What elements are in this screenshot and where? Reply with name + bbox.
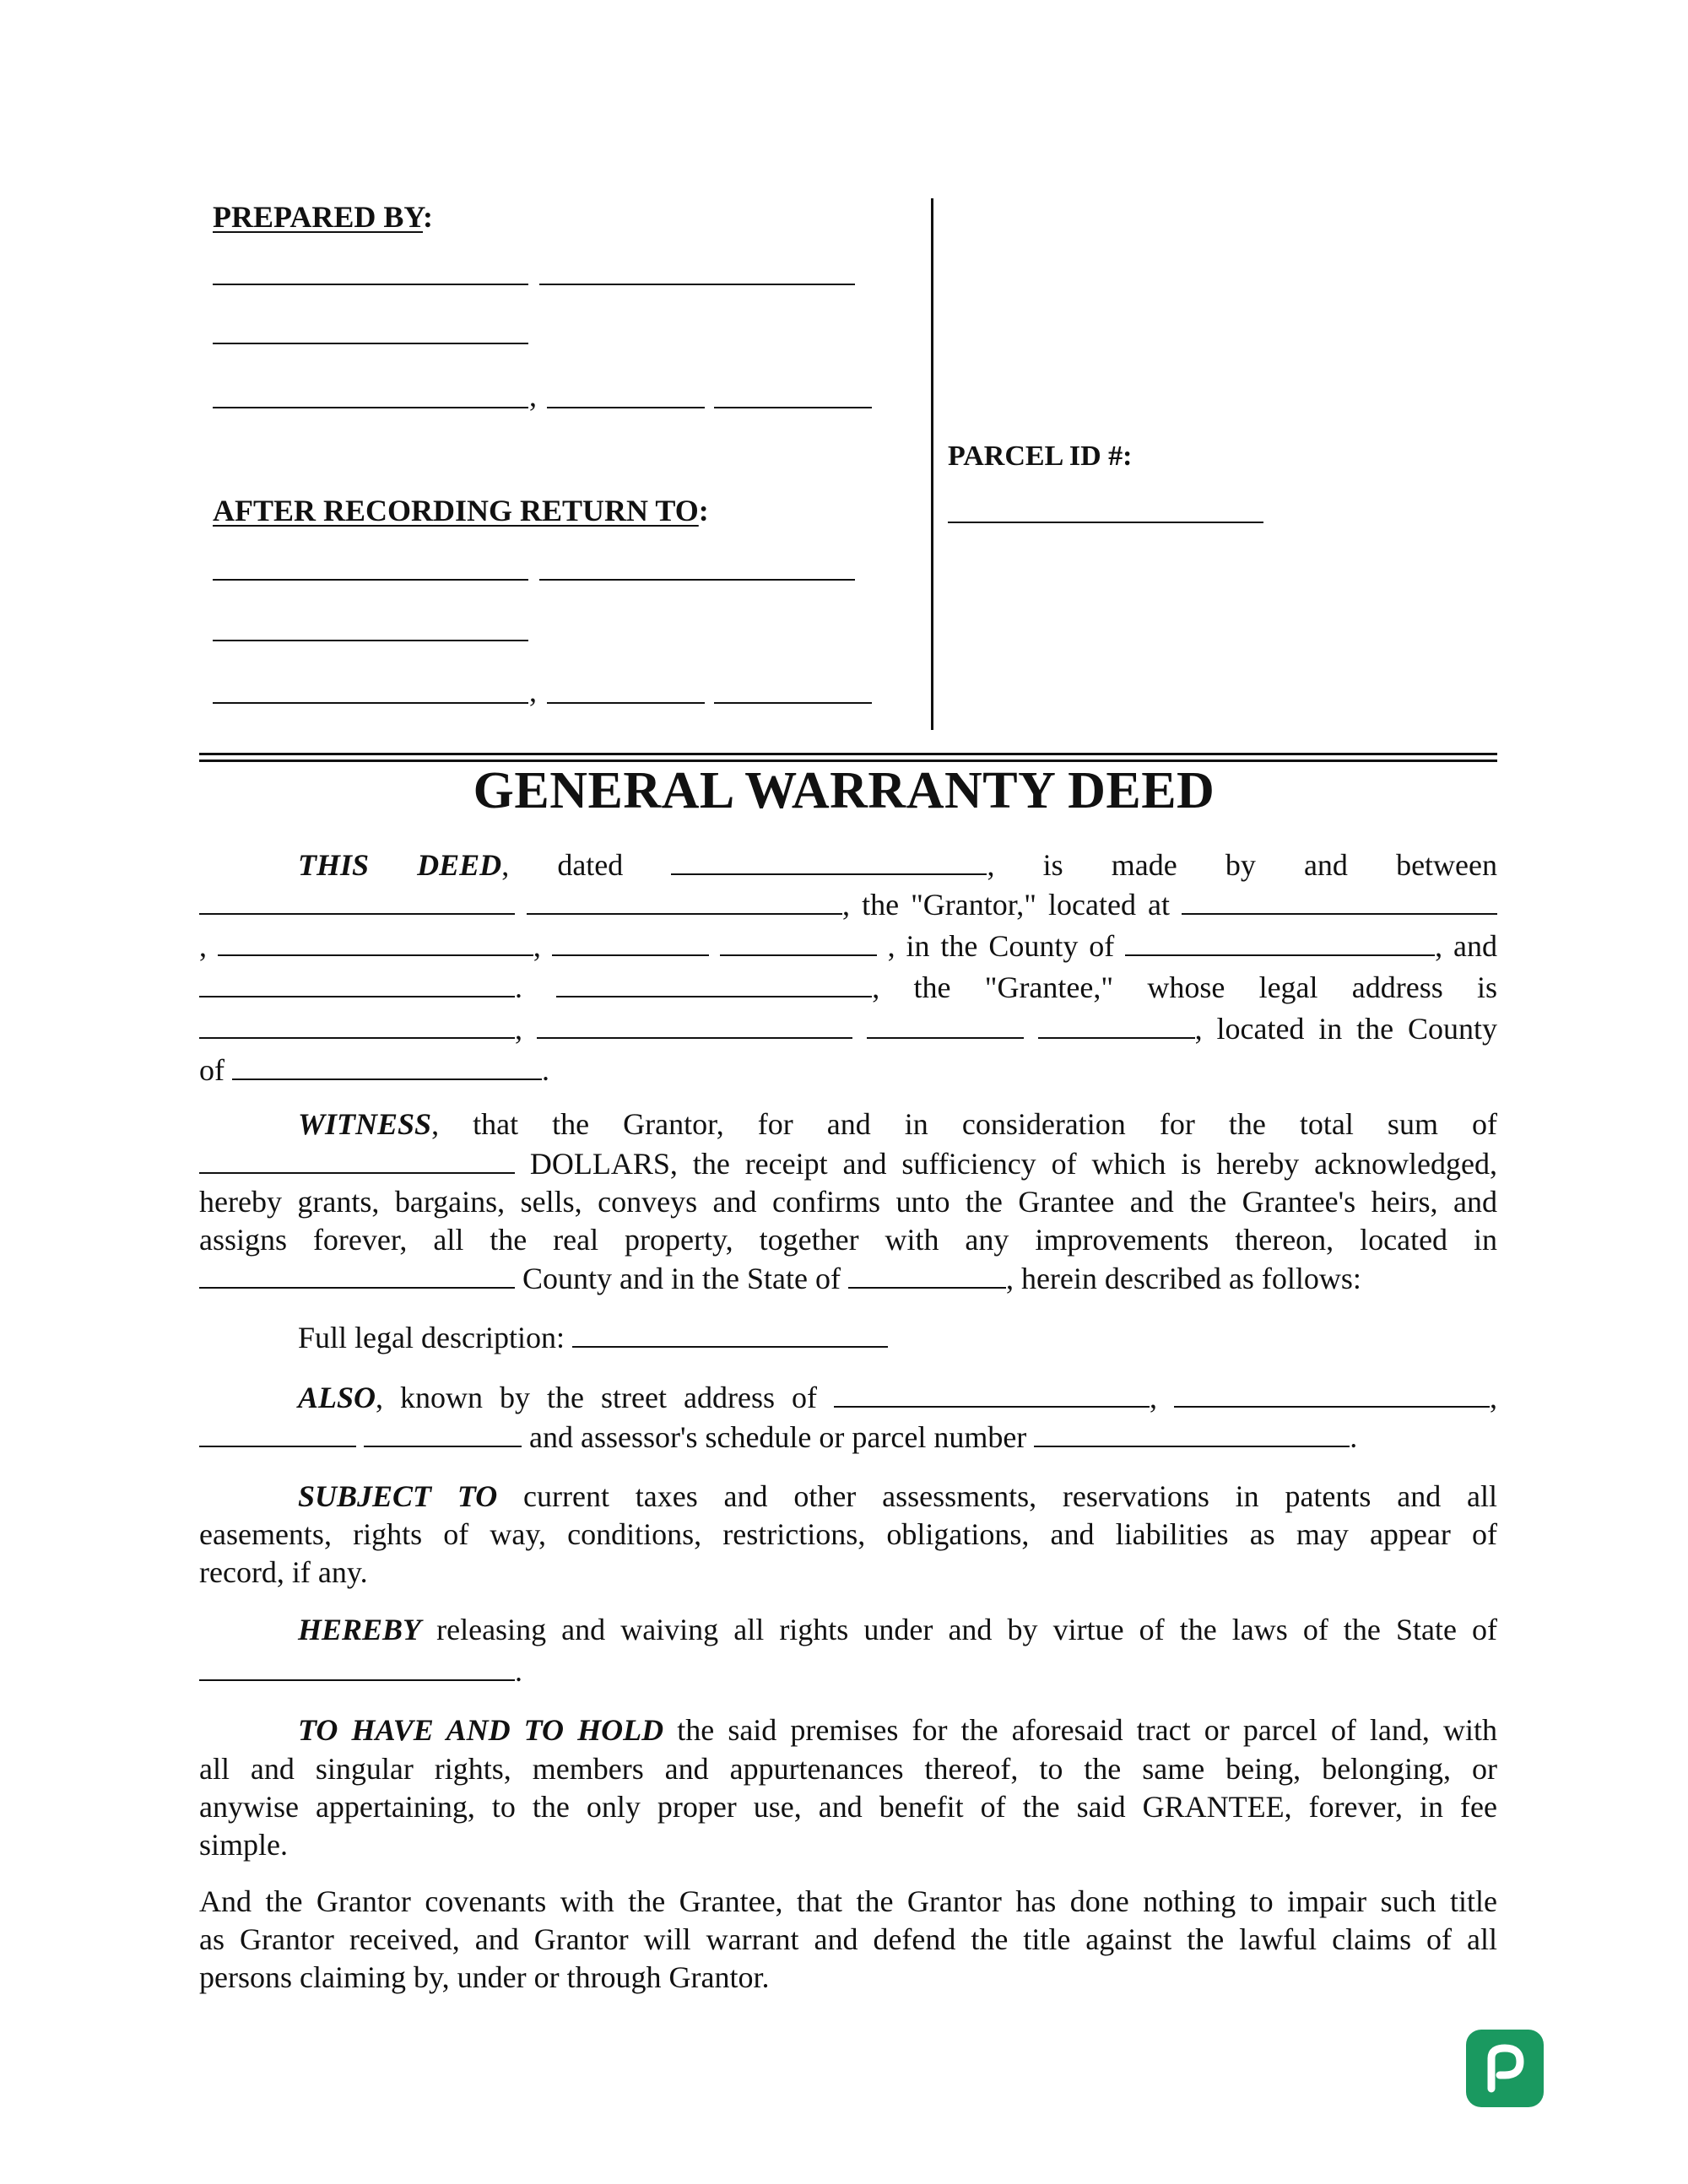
covenant-line-3: persons claiming by, under or through Grantor.: [199, 1960, 770, 1994]
street-city-field[interactable]: [1174, 1382, 1490, 1408]
grantor-state-field[interactable]: [552, 931, 709, 956]
to-have-line-1: TO HAVE AND TO HOLD the said premises for the aforesaid tract or parcel of land, with: [298, 1713, 1498, 1747]
deed-intro-line-6: of .: [199, 1053, 549, 1087]
grantee-city-field[interactable]: [537, 1014, 852, 1039]
after-recording-heading: AFTER RECORDING RETURN TO:: [213, 494, 709, 527]
grantor-name-2-field[interactable]: [527, 889, 842, 915]
double-rule-top: [199, 753, 1497, 755]
hereby-state-field[interactable]: [199, 1656, 515, 1681]
preparer-zip-field[interactable]: [714, 407, 872, 408]
preparer-city-field[interactable]: [213, 407, 528, 408]
grantee-zip-field[interactable]: [1038, 1014, 1195, 1039]
witness-line-5: County and in the State of , herein described as follows:: [199, 1259, 1497, 1298]
subject-to-line-2: easements, rights of way, conditions, restrictions, obligations, and liabilities as may appear of: [199, 1517, 1497, 1551]
covenant-line-2: as Grantor received, and Grantor will warrant and defend the title against the lawful claims of all: [199, 1922, 1497, 1956]
return-city-field[interactable]: [213, 702, 528, 704]
street-address-field[interactable]: [834, 1382, 1150, 1408]
deed-intro-line-4: . , the "Grantee," whose legal address is: [199, 968, 1497, 1007]
subject-to-line-3: record, if any.: [199, 1555, 368, 1589]
property-state-field[interactable]: [848, 1263, 1006, 1289]
deed-intro-line-3: , , , in the County of , and: [199, 929, 1498, 963]
to-have-line-4: simple.: [199, 1828, 288, 1862]
legal-description-field[interactable]: [572, 1322, 888, 1348]
subject-to-line-1: SUBJECT TO current taxes and other assessments, reservations in patents and all: [298, 1479, 1497, 1513]
deed-intro-line-5: , , located in the County: [199, 1009, 1497, 1048]
grantee-county-field[interactable]: [232, 1055, 542, 1080]
document-title: GENERAL WARRANTY DEED: [473, 762, 1215, 819]
preparer-address-field[interactable]: [213, 343, 528, 344]
p-logo-icon: [1466, 2030, 1544, 2107]
to-have-line-2: all and singular rights, members and appurtenances thereof, to the same being, belonging, or: [199, 1752, 1497, 1786]
return-company-field[interactable]: [539, 579, 855, 581]
deed-intro-line-1: THIS DEED, dated , is made by and between: [298, 848, 1498, 882]
prepared-by-heading: PREPARED BY:: [213, 200, 434, 234]
return-address-field[interactable]: [213, 640, 528, 641]
grantee-state-field[interactable]: [867, 1014, 1024, 1039]
grantee-name-2-field[interactable]: [556, 972, 872, 997]
witness-line-2: DOLLARS, the receipt and sufficiency of which is hereby acknowledged,: [199, 1144, 1497, 1183]
grantor-zip-field[interactable]: [720, 931, 877, 956]
property-county-field[interactable]: [199, 1263, 515, 1289]
grantor-county-field[interactable]: [1125, 931, 1435, 956]
street-state-field[interactable]: [199, 1422, 356, 1447]
consideration-amount-field[interactable]: [199, 1149, 515, 1174]
preparer-name-field[interactable]: [213, 284, 528, 285]
witness-line-1: WITNESS, that the Grantor, for and in consideration for the total sum of: [298, 1107, 1497, 1141]
after-recording-label: AFTER RECORDING RETURN TO: [213, 494, 699, 527]
deed-intro-line-2: , the "Grantor," located at: [199, 885, 1497, 924]
return-name-field[interactable]: [213, 579, 528, 581]
prepared-by-label: PREPARED BY: [213, 200, 424, 234]
parcel-id-field[interactable]: [948, 522, 1263, 523]
witness-line-3: hereby grants, bargains, sells, conveys and confirms unto the Grantee and the Grantee's heirs, and: [199, 1185, 1497, 1219]
street-zip-field[interactable]: [364, 1422, 522, 1447]
preparer-state-field[interactable]: [547, 407, 705, 408]
preparer-company-field[interactable]: [539, 284, 855, 285]
grantee-name-field[interactable]: [199, 972, 515, 997]
grantee-address-field[interactable]: [199, 1014, 515, 1039]
also-line-2: and assessor's schedule or parcel number .: [199, 1418, 1497, 1457]
hereby-line-1: HEREBY releasing and waiving all rights under and by virtue of the laws of the State of: [298, 1613, 1497, 1646]
grantor-name-field[interactable]: [199, 889, 515, 915]
p-logo-glyph: [1466, 2030, 1544, 2107]
return-zip-field[interactable]: [714, 702, 872, 704]
hereby-line-2: .: [199, 1652, 1497, 1690]
also-line-1: ALSO, known by the street address of , ,: [298, 1381, 1498, 1414]
covenant-line-1: And the Grantor covenants with the Grantee, that the Grantor has done nothing to impair such title: [199, 1884, 1497, 1918]
to-have-line-3: anywise appertaining, to the only proper use, and benefit of the said GRANTEE, forever, in fee: [199, 1790, 1497, 1824]
witness-line-4: assigns forever, all the real property, together with any improvements thereon, located in: [199, 1223, 1497, 1257]
grantor-city-field[interactable]: [218, 931, 533, 956]
comma-separator: ,: [529, 379, 537, 413]
parcel-number-field[interactable]: [1034, 1422, 1350, 1447]
return-state-field[interactable]: [547, 702, 705, 704]
deed-date-field[interactable]: [671, 850, 987, 875]
grantor-address-field[interactable]: [1182, 889, 1497, 915]
parcel-id-label: PARCEL ID #:: [948, 441, 1133, 472]
comma-separator: ,: [529, 674, 537, 708]
header-vertical-divider: [931, 198, 933, 730]
legal-description-line: Full legal description:: [298, 1318, 1311, 1357]
